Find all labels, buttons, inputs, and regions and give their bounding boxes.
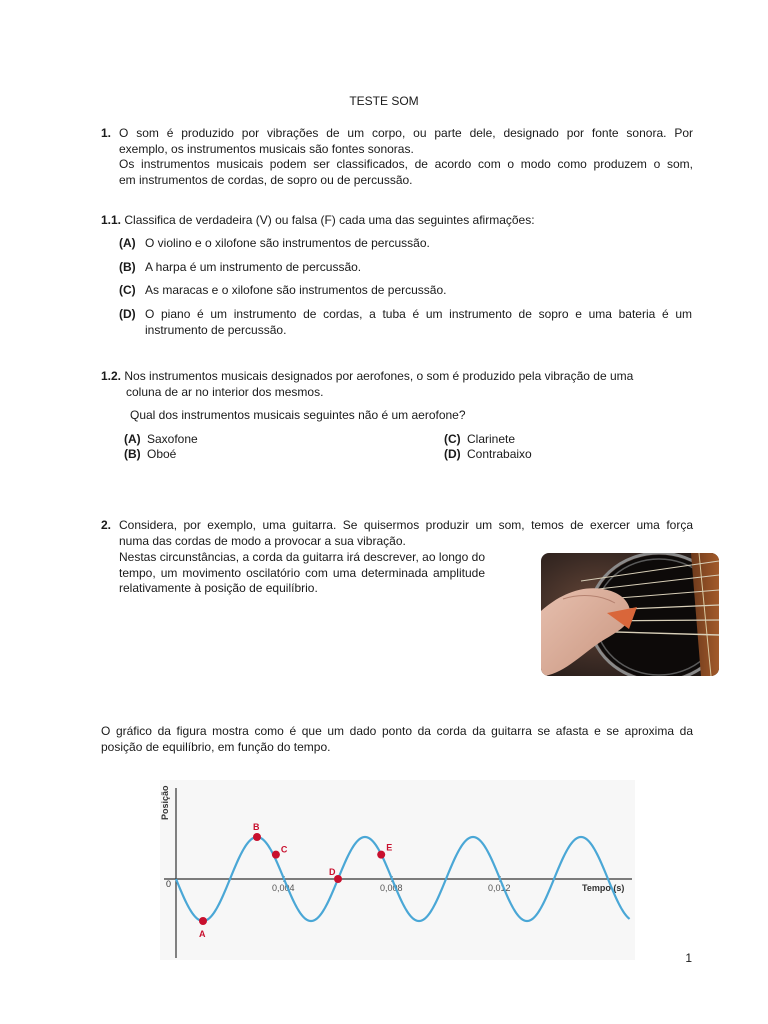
option-label: (C) [444, 432, 461, 446]
q1-2-option-d [444, 447, 532, 463]
option-label: (D) [119, 307, 136, 321]
q1-line1: O som é produzido por vibrações de um corpo, ou parte dele, designado por fonte sonora. Por [119, 126, 693, 140]
q2-line3: Nestas circunstâncias, a corda da guitarra irá descrever, ao longo do [119, 550, 485, 564]
point-a [199, 917, 207, 925]
option-text: Saxofone [147, 432, 198, 446]
option-label: (B) [119, 260, 136, 274]
q2-line4: tempo, um movimento oscilatório com uma determinada amplitude [119, 565, 485, 580]
q1-2-question: Qual dos instrumentos musicais seguintes não é um aerofone? [130, 408, 466, 422]
point-b [253, 833, 261, 841]
q1-2-heading [101, 369, 633, 385]
q1-line2: exemplo, os instrumentos musicais são fontes sonoras. [119, 141, 414, 156]
q2-line1: Considera, por exemplo, uma guitarra. Se quisermos produzir um som, temos de exercer uma força [119, 518, 693, 532]
q2-number: 2. [101, 518, 112, 532]
q1-2-option-a [124, 432, 198, 448]
graph-intro [101, 724, 693, 755]
q1-1-option-a [119, 236, 430, 252]
option-text: Contrabaixo [467, 447, 532, 461]
option-label: (A) [119, 236, 136, 250]
graph-intro-line1: O gráfico da figura mostra como é que um dado ponto da corda da guitarra se afasta e se aproxima da [101, 724, 693, 738]
q1-1-option-d [119, 307, 692, 338]
option-label: (D) [444, 447, 461, 461]
point-label-e: E [386, 842, 393, 853]
q1-line3: Os instrumentos musicais podem ser classificados, de acordo com o modo como produzem o som, [119, 157, 693, 171]
option-text: Oboé [147, 447, 177, 461]
q1-line4: em instrumentos de cordas, de sopro ou de percussão. [119, 172, 413, 187]
q1-2-option-b [124, 447, 176, 463]
point-c [272, 851, 280, 859]
point-label-d: D [329, 867, 336, 877]
point-label-a: A [199, 929, 206, 939]
q1-number: 1. [101, 126, 112, 140]
point-label-c: C [280, 844, 288, 855]
x-axis-label: Tempo (s) [582, 883, 625, 893]
option-text-cont: instrumento de percussão. [145, 322, 287, 337]
q1-1-number: 1.1. [101, 213, 122, 227]
point-e [377, 851, 385, 859]
option-label: (C) [119, 283, 136, 297]
position-time-chart [160, 780, 635, 960]
q1-1-option-c [119, 283, 447, 299]
guitar-illustration [541, 553, 719, 676]
x-tick-label: 0,012 [488, 883, 511, 893]
q2-paragraph [119, 550, 485, 597]
option-text: A harpa é um instrumento de percussão. [145, 260, 362, 274]
option-text: As maracas e o xilofone são instrumentos de percussão. [145, 283, 447, 297]
q2-line2: numa das cordas de modo a provocar a sua vibração. [119, 534, 406, 548]
option-label: (A) [124, 432, 141, 446]
page-title: TESTE SOM [349, 94, 419, 108]
q1-text [119, 126, 693, 188]
q1-2-number: 1.2. [101, 369, 122, 383]
q2-line5: relativamente à posição de equilíbrio. [119, 581, 318, 595]
q1-2-line1: Nos instrumentos musicais designados por aerofones, o som é produzido pela vibração de uma [124, 369, 634, 383]
x-tick-label: 0,004 [272, 883, 295, 893]
q1-2-line2: coluna de ar no interior dos mesmos. [126, 385, 324, 399]
option-label: (B) [124, 447, 141, 461]
origin-label: 0 [166, 879, 172, 889]
y-axis-label: Posição [160, 785, 170, 820]
point-label-b: B [253, 822, 260, 832]
q1-1-heading [101, 213, 535, 229]
graph-intro-line2: posição de equilíbrio, em função do tempo. [101, 739, 331, 754]
chart-background [160, 780, 635, 960]
option-text: O violino e o xilofone são instrumentos de percussão. [145, 236, 430, 250]
guitar-photo [541, 553, 719, 676]
page-number: 1 [685, 951, 692, 965]
x-tick-label: 0,008 [380, 883, 403, 893]
q1-2-option-c [444, 432, 515, 448]
option-text: Clarinete [467, 432, 516, 446]
chart-svg [160, 780, 635, 960]
option-text: O piano é um instrumento de cordas, a tuba é um instrumento de sopro e uma bateria é um [145, 307, 692, 321]
q1-1-option-b [119, 260, 361, 276]
q1-1-text: Classifica de verdadeira (V) ou falsa (F) cada uma das seguintes afirmações: [124, 213, 535, 227]
